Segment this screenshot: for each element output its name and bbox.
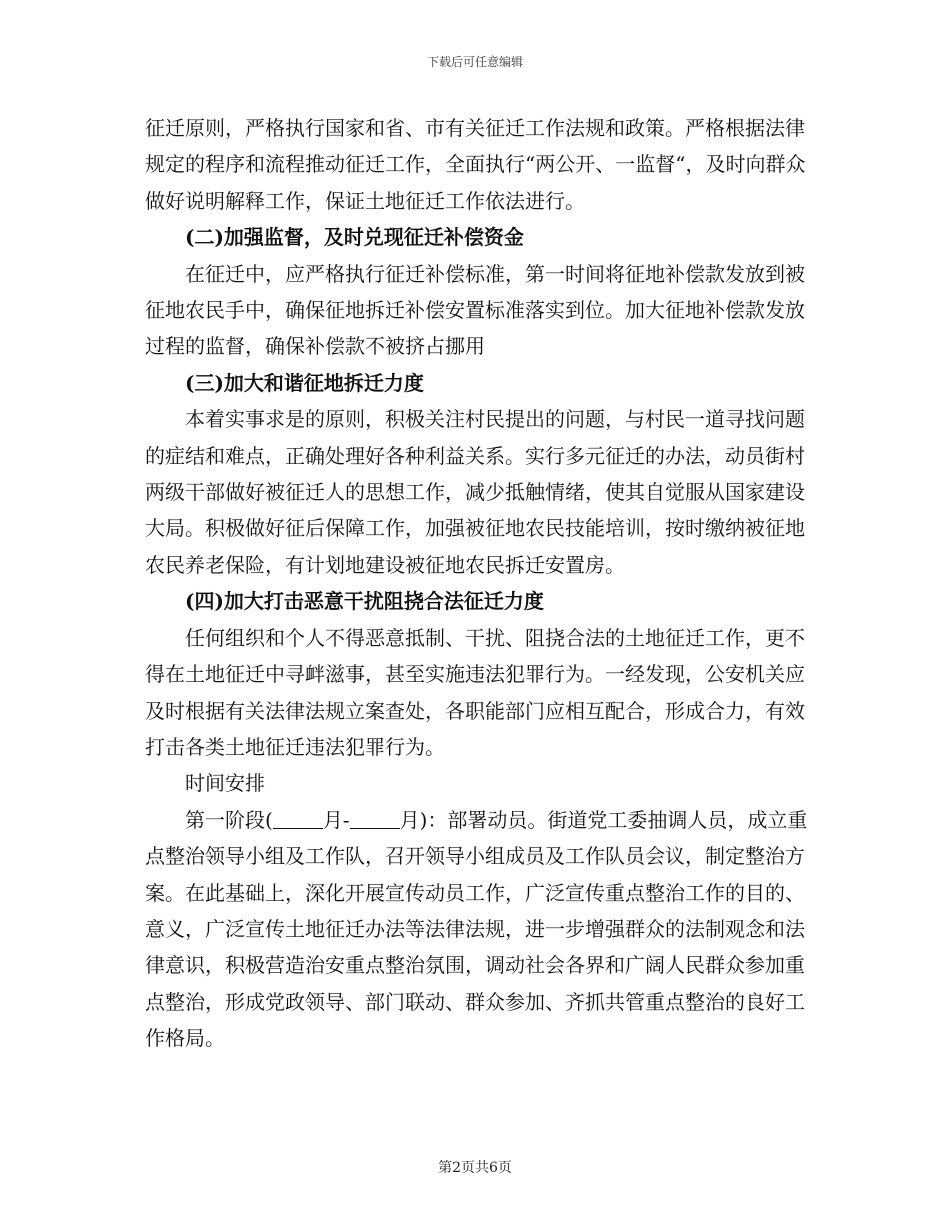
paragraph-compensation: 在征迁中，应严格执行征迁补偿标准，第一时间将征地补偿款发放到被征地农民手中，确保征地拆迁补偿安置标准落实到位。加大征地补偿款发放过程的监督，确保补偿款不被挤占挪用 bbox=[145, 261, 805, 359]
stage-1-prefix: 第一阶段( bbox=[185, 807, 273, 832]
stage-1-body: ：部署动员。街道党工委抽调人员，成立重点整治领导小组及工作队，召开领导小组成员及工作队员会议，制定整治方案。在此基础上，深化开展宣传动员工作，广泛宣传重点整治工作的目的、意义，广泛宣传土地征迁办法等法律法规，进一步增强群众的法制观念和法律意识，积极营造治安重点整治氛围，调动社会各界和广阔人民群众参加重点整治，形成党政领导、部门联动、群众参加、齐抓共管重点整治的良好工作格局。 bbox=[145, 807, 808, 1051]
section-heading-4: (四)加大打击恶意干扰阻挠合法征迁力度 bbox=[185, 589, 544, 614]
section-heading-3: (三)加大和谐征地拆迁力度 bbox=[185, 370, 424, 395]
schedule-heading: 时间安排 bbox=[185, 771, 265, 796]
paragraph-principle: 征迁原则，严格执行国家和省、市有关征迁工作法规和政策。严格根据法律规定的程序和流程推动征迁工作，全面执行“两公开、一监督“，及时向群众做好说明解释工作，保证土地征迁工作依法进行。 bbox=[145, 116, 806, 213]
page-footer: 第2页共6页 bbox=[438, 1160, 512, 1176]
stage-1-month-sep: 月- bbox=[322, 807, 350, 832]
paragraph-crackdown: 任何组织和个人不得恶意抵制、干扰、阻挠合法的土地征迁工作，更不得在土地征迁中寻衅滋事，甚至实施违法犯罪行为。一经发现，公安机关应及时根据有关法律法规立案查处，各职能部门应相互配合，形成合力，有效打击各类土地征迁违法犯罪行为。 bbox=[145, 625, 805, 759]
page-header: 下载后可任意编辑 bbox=[426, 55, 523, 69]
paragraph-stage-1 bbox=[145, 802, 810, 1057]
blank-month-start bbox=[273, 810, 323, 829]
blank-month-end bbox=[350, 810, 400, 829]
paragraph-harmony: 本着实事求是的原则，积极关注村民提出的问题，与村民一道寻找问题的症结和难点，正确处理好各种利益关系。实行多元征迁的办法，动员街村两级干部做好被征迁人的思想工作，减少抵触情绪，使其自觉服从国家建设大局。积极做好征后保障工作，加强被征地农民技能培训，按时缴纳被征地农民养老保险，有计划地建设被征地农民拆迁安置房。 bbox=[145, 407, 805, 577]
stage-1-month-close: 月) bbox=[399, 807, 428, 832]
section-heading-2: (二)加强监督，及时兑现征迁补偿资金 bbox=[185, 225, 524, 250]
document-body bbox=[145, 110, 810, 1057]
